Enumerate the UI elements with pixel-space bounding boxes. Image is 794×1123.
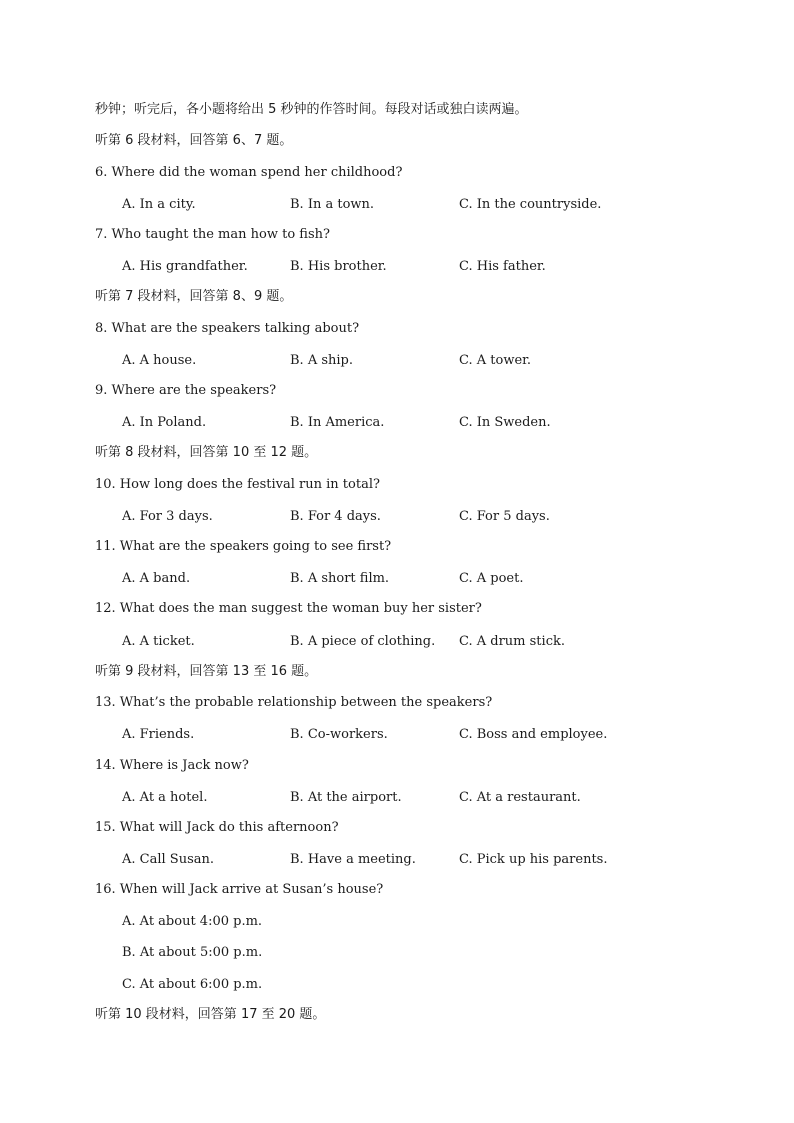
section-heading-10: 听第 10 段材料，回答第 17 至 20 题。: [95, 1007, 326, 1022]
question-7: 7. Who taught the man how to fish?: [95, 227, 330, 242]
question-15-option-a: A. Call Susan.: [122, 852, 215, 867]
question-10-option-a: A. For 3 days.: [122, 509, 213, 524]
question-7-option-b: B. His brother.: [290, 259, 387, 274]
question-15-option-b: B. Have a meeting.: [290, 852, 416, 867]
question-9-option-a: A. In Poland.: [122, 415, 207, 430]
section-heading-8: 听第 8 段材料，回答第 10 至 12 题。: [95, 445, 318, 460]
question-9-option-c: C. In Sweden.: [459, 415, 551, 430]
question-10-option-b: B. For 4 days.: [290, 509, 381, 524]
question-13-option-b: B. Co-workers.: [290, 727, 388, 742]
question-14-option-c: C. At a restaurant.: [459, 790, 581, 805]
question-16-option-b: B. At about 5:00 p.m.: [122, 945, 263, 960]
question-12-option-c: C. A drum stick.: [459, 634, 565, 649]
question-12-option-b: B. A piece of clothing.: [290, 634, 436, 649]
question-8-option-b: B. A ship.: [290, 353, 353, 368]
question-10-option-c: C. For 5 days.: [459, 509, 550, 524]
question-11-option-b: B. A short film.: [290, 571, 390, 586]
section-heading-6: 听第 6 段材料，回答第 6、7 题。: [95, 133, 293, 148]
question-11-option-c: C. A poet.: [459, 571, 524, 586]
question-7-option-a: A. His grandfather.: [122, 259, 248, 274]
question-7-option-c: C. His father.: [459, 259, 546, 274]
question-15: 15. What will Jack do this afternoon?: [95, 820, 339, 835]
section-heading-9: 听第 9 段材料，回答第 13 至 16 题。: [95, 664, 318, 679]
question-6: 6. Where did the woman spend her childhood?: [95, 165, 403, 180]
question-9-option-b: B. In America.: [290, 415, 385, 430]
question-11: 11. What are the speakers going to see first?: [95, 539, 392, 554]
question-14-option-a: A. At a hotel.: [122, 790, 208, 805]
question-13: 13. What’s the probable relationship between the speakers?: [95, 695, 493, 710]
section-heading-7: 听第 7 段材料，回答第 8、9 题。: [95, 289, 293, 304]
question-16-option-c: C. At about 6:00 p.m.: [122, 977, 263, 992]
question-16-option-a: A. At about 4:00 p.m.: [122, 914, 263, 929]
question-8: 8. What are the speakers talking about?: [95, 321, 360, 336]
question-13-option-a: A. Friends.: [122, 727, 195, 742]
question-8-option-c: C. A tower.: [459, 353, 532, 368]
question-12-option-a: A. A ticket.: [122, 634, 195, 649]
question-14-option-b: B. At the airport.: [290, 790, 402, 805]
question-9: 9. Where are the speakers?: [95, 383, 277, 398]
question-13-option-c: C. Boss and employee.: [459, 727, 608, 742]
question-12: 12. What does the man suggest the woman buy her sister?: [95, 601, 482, 616]
question-6-option-b: B. In a town.: [290, 197, 375, 212]
question-15-option-c: C. Pick up his parents.: [459, 852, 608, 867]
instructions-text: 秒钟；听完后，各小题将给出 5 秒钟的作答时间。每段对话或独白读两遍。: [95, 102, 528, 117]
question-8-option-a: A. A house.: [122, 353, 197, 368]
question-6-option-a: A. In a city.: [122, 197, 196, 212]
question-6-option-c: C. In the countryside.: [459, 197, 602, 212]
question-10: 10. How long does the festival run in total?: [95, 477, 380, 492]
question-11-option-a: A. A band.: [122, 571, 191, 586]
question-16: 16. When will Jack arrive at Susan’s house?: [95, 882, 384, 897]
question-14: 14. Where is Jack now?: [95, 758, 249, 773]
